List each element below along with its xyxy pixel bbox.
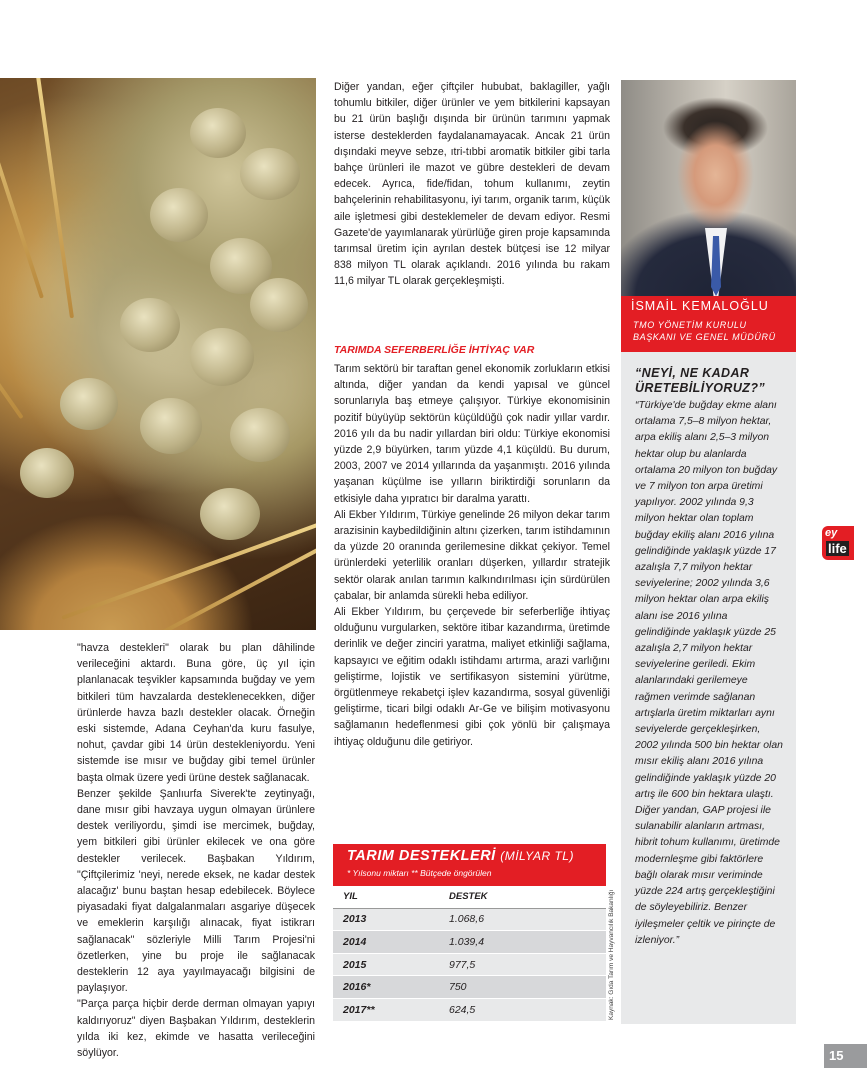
table-column-headers <box>333 886 606 908</box>
paragraph: Tarım sektörü bir taraftan genel ekonomik zorlukların etkisi altında, diğer yandan da kendi yapısal ve güncel sorunlarıyla baş etmeye çalışıyor. Türkiye ekonomisinin pozitif büyüyüp sektörün küçüldüğü çok nadir yıllar vardır. 2016 yılı da bu nadir yıllardan biri oldu: Türkiye ekonomisi yüzde 2,9 büyürken, tarım yüzde 4,1 küçüldü. Bu durum, 2003, 2007 ve 2014 yıllarında da yaşanmıştı. 2016 yılında yaşanan küçülme ise yılların biriktirdiği sorunların da etkisiyle daha yıpratıcı bir daralma yarattı. <box>334 363 610 505</box>
table-row <box>333 998 606 1021</box>
profile-title: BAŞKANI VE GENEL MÜDÜRÜ <box>633 332 776 342</box>
column-header-value: DESTEK <box>439 886 606 908</box>
article-column-2 <box>334 361 610 750</box>
row-value: 624,5 <box>439 998 606 1021</box>
table-row <box>333 908 606 931</box>
profile-title: TMO YÖNETİM KURULU <box>633 320 747 330</box>
row-value: 750 <box>439 976 606 999</box>
sidebar-quote: “Türkiye'de buğday ekme alanı ortalama 7,5–8 milyon hektar, arpa ekiliş alanı 2,5–3 milyon hektar olup bu alanlarda ortalama 20 milyon ton buğday ve 7 milyon ton arpa üretimi yapılıyor. 2002 yılında 9,3 milyon hektar olan toplam buğday ekiliş alanı 2016 yılına gelindiğinde yaklaşık yüzde 17 azalışla 7,7 milyon hektar seviyelerine; 2002 yılında 3,6 milyon hektar olan arpa ekiliş alanı ise 2016 yılına gelindiğinde yaklaşık yüzde 25 azalışla 2,7 milyon hektar seviyelerine geriledi. Ekim alanlarındaki gerilemeye rağmen verimde sağlanan artışlarla üretim miktarları aynı seviyelerde gerçekleşirken, 2002 yılında 500 bin hektar olan mısır ekiliş alanı 2016 yılına gelindiğinde yaklaşık yüzde 20 artış ile 600 bin hektara ulaştı. Diğer yandan, GAP projesi ile sulanabilir alanların artması, hibrit tohum kullanımı, üretimde modernleşme gibi faktörlere bağlı olarak mısır veriminde yüzde 224 artış gerçekleştiğini de söyleyebiliriz. Benzer iyileşmeler çeltik ve pirinçte de izleniyor.” <box>635 400 783 946</box>
table-row <box>333 931 606 954</box>
row-year: 2015 <box>333 953 439 976</box>
paragraph: Diğer yandan, eğer çiftçiler hububat, baklagiller, yağlı tohumlu bitkiler, diğer ürünler ve yem bitkilerini kapsayan bu 21 ürün başlığı dışında bir ürünün tarımını yapmak isterse desteklerden faydalanamayacak. Ancak 21 ürün dışındaki meyve sebze, ıtri-tıbbi aromatik bitkiler gibi tarla bahçe ürünleri ile mazot ve gübre destekleri de devam edecek. Ayrıca, fide/fidan, tohum kullanımı, zeytin bahçelerinin rehabilitasyonu, iyi tarım, organik tarım, küçük aile işletmesi gibi desteklemeler de devam ediyor. Resmi Gazete'de yayımlanarak yürürlüğe giren proje kapsamında tarımsal üretim için ayrılan destek bütçesi ise 12 milyar 838 milyon TL olarak açıklandı. 2016 yılında bu rakam 11,6 milyar TL olarak gerçekleşmişti. <box>334 81 610 288</box>
table-row <box>333 976 606 999</box>
column-header-year: YIL <box>333 886 439 908</box>
support-data-table <box>333 886 606 1022</box>
profile-caption <box>621 296 796 352</box>
portrait-photo <box>621 80 796 296</box>
table-unit: (MİLYAR TL) <box>500 849 574 863</box>
row-value: 1.039,4 <box>439 931 606 954</box>
paragraph: "havza destekleri" olarak bu plan dâhilinde verileceğini aktardı. Buna göre, üç yıl için planlanacak teşvikler kapsamında buğday ve yem bitkileri tüm havzalarda desteklenecekken, diğer ürünlerde havza bazlı destekler olacak. Örneğin eski sistemde, Adana Ceyhan'da kuru fasulye, nohut, çavdar gibi 14 ürün destekleniyordu. Yeni sistemde ise mısır ve buğday gibi temel ürünler başta olmak üzere yedi ürüne destek sağlanacak. <box>77 642 315 784</box>
row-year: 2017** <box>333 998 439 1021</box>
quote-sidebar <box>621 352 796 1024</box>
table-title-text: TARIM DESTEKLERİ <box>347 848 496 864</box>
paragraph: Ali Ekber Yıldırım, bu çerçevede bir seferberliğe ihtiyaç olduğunu vurgularken, sektöre itibar kazandırma, üretimde derinlik ve değer zinciri yaratma, maliyet etkinliği sağlama, kapsayıcı ve eğitim odaklı istihdamı artırma, arazi varlığını geliştirme, lojistik ve sertifikasyon sistemini yürütme, örgütlenmeye rekabetçi işlev kazandırma, sosyal güvenliği geliştirme, ticari bilgi odaklı Ar-Ge ve bilişim motivasyonu sağlamanın hedeflenmesi gibi çok yönlü bir çalışmaya ihtiyaç olduğunu dile getiriyor. <box>334 606 610 748</box>
table-row <box>333 953 606 976</box>
wheat-hops-photo <box>0 78 316 630</box>
row-value: 977,5 <box>439 953 606 976</box>
table-title <box>347 848 574 864</box>
profile-name: İSMAİL KEMALOĞLU <box>631 299 769 313</box>
section-heading: TARIMDA SEFERBERLİĞE İHTİYAÇ VAR <box>334 344 535 356</box>
paragraph: Benzer şekilde Şanlıurfa Siverek'te zeytinyağı, dane mısır gibi havzaya uygun olmayan ürünlere destek veriliyordu, şimdi ise mercimek, buğday, yem bitkileri gibi ürünler ekilecek ve ona göre destekler verilecek. Başbakan Yıldırım, "Çiftçilerimiz 'neyi, nerede eksek, ne kadar destek alacağız' bunu baştan hesap edebilecek. Böylece piyasadaki fiyat dalgalanmaları asgariye düşecek ve emeklerin karşılığı alınacak, fiyat istikrarı sağlanacak" sözleriyle Milli Tarım Projesi'ni özetlerken, yine bu proje ile sağlanacak desteklerin 12 aya yayılmayacağı bilgisini de paylaşıyor. <box>77 787 315 995</box>
logo-bottom: life <box>828 541 847 556</box>
row-value: 1.068,6 <box>439 908 606 931</box>
row-year: 2014 <box>333 931 439 954</box>
table-note: * Yılsonu miktarı ** Bütçede öngörülen <box>347 868 492 878</box>
support-table <box>333 844 606 1022</box>
paragraph: Ali Ekber Yıldırım, Türkiye genelinde 26 milyon dekar tarım arazisinin kaybedildiğinin altını çizerken, tarım istihdamının da yüzde 20 oranında gerilemesine dikkat çekiyor. Temel ürünlerdeki yeterlilik oranları düşerken, yıllardır stratejik sektör olarak anılan tarımın kalkındırılması için sürdürülen çabalar, bir anlamda sürekli heba ediliyor. <box>334 508 610 602</box>
page-number: 15 <box>824 1044 867 1068</box>
table-header <box>333 844 606 886</box>
article-column-2-intro <box>334 79 610 290</box>
paragraph: "Parça parça hiçbir derde derman olmayan yapıyı kaldırıyoruz" diyen Başbakan Yıldırım, desteklerin yılda iki kez, ekimde ve hasatta verileceğini söylüyor. <box>77 998 315 1060</box>
sidebar-heading: “NEYİ, NE KADAR ÜRETEBİLİYORUZ?” <box>635 366 766 395</box>
row-year: 2016* <box>333 976 439 999</box>
magazine-logo-icon <box>822 526 854 560</box>
row-year: 2013 <box>333 908 439 931</box>
logo-top: ey <box>825 527 838 539</box>
article-column-1 <box>77 640 315 1061</box>
table-source: Kaynak: Gıda Tarım ve Hayvancılık Bakanlığı <box>608 889 615 1020</box>
